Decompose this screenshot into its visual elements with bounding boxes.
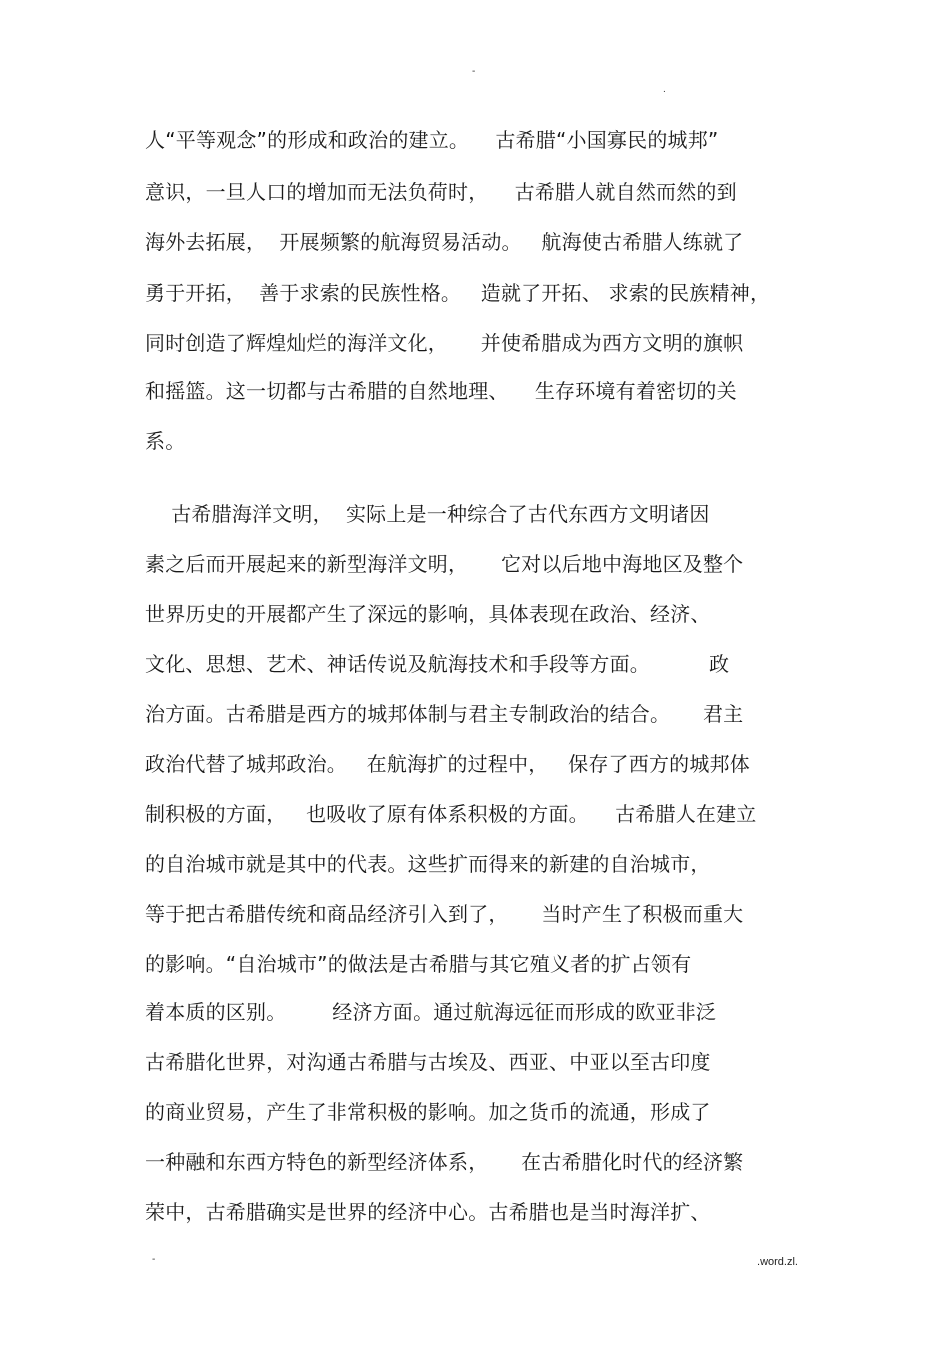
- text-line: 世界历史的开展都产生了深远的影响，具体表现在政治、经济、: [145, 602, 711, 626]
- footer-label: .word.zl.: [757, 1256, 798, 1268]
- text-line: 古希腊化世界，对沟通古希腊与古埃及、西亚、中亚以至古印度: [145, 1050, 711, 1074]
- text-line: 同时创造了辉煌灿烂的海洋文化， 并使希腊成为西方文明的旗帜: [145, 331, 744, 355]
- footer-mark-left: -: [152, 1254, 156, 1265]
- text-line: 制积极的方面， 也吸收了原有体系积极的方面。 古希腊人在建立: [145, 802, 757, 826]
- text-line: 的影响。“自治城市”的做法是古希腊与其它殖义者的扩占领有: [145, 952, 692, 976]
- text-line: 一种融和东西方特色的新型经济体系， 在古希腊化时代的经济繁: [145, 1150, 744, 1174]
- text-line: 系。: [145, 429, 186, 453]
- text-line: 的自治城市就是其中的代表。这些扩而得来的新建的自治城市，: [145, 852, 711, 876]
- text-line: 的商业贸易，产生了非常积极的影响。加之货币的流通，形成了: [145, 1100, 711, 1124]
- text-line: 政治代替了城邦政治。 在航海扩的过程中， 保存了西方的城邦体: [145, 752, 750, 776]
- header-mark-left: -: [472, 66, 476, 77]
- text-line: 勇于开拓， 善于求索的民族性格。 造就了开拓、 求索的民族精神，: [145, 281, 771, 305]
- text-line: 海外去拓展， 开展频繁的航海贸易活动。 航海使古希腊人练就了: [145, 230, 744, 254]
- text-line: 古希腊海洋文明， 实际上是一种综合了古代东西方文明诸因: [145, 502, 710, 526]
- text-line: 意识，一旦人口的增加而无法负荷时， 古希腊人就自然而然的到: [145, 180, 737, 204]
- text-line: 治方面。古希腊是西方的城邦体制与君主专制政治的结合。 君主: [145, 702, 744, 726]
- header-mark-right: .: [663, 84, 666, 95]
- text-line: 等于把古希腊传统和商品经济引入到了， 当时产生了积极而重大: [145, 902, 744, 926]
- text-line: 着本质的区别。 经济方面。通过航海远征而形成的欧亚非泛: [145, 1000, 717, 1024]
- text-line: 人“平等观念”的形成和政治的建立。 古希腊“小国寡民的城邦”: [145, 128, 719, 152]
- text-line: 文化、思想、艺术、神话传说及航海技术和手段等方面。 政: [145, 652, 730, 676]
- text-line: 素之后而开展起来的新型海洋文明， 它对以后地中海地区及整个: [145, 552, 744, 576]
- text-line: 荣中，古希腊确实是世界的经济中心。古希腊也是当时海洋扩、: [145, 1200, 711, 1224]
- text-line: 和摇篮。这一切都与古希腊的自然地理、 生存环境有着密切的关: [145, 379, 737, 403]
